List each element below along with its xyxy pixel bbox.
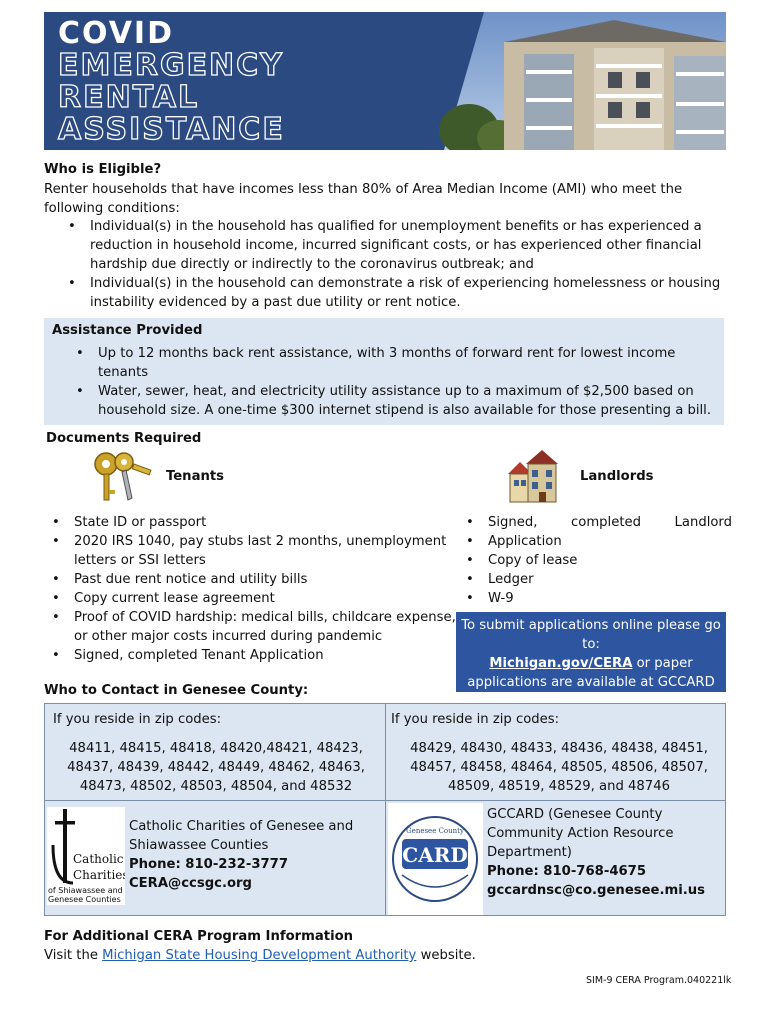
contact-heading: Who to Contact in Genesee County: bbox=[44, 683, 309, 698]
tenant-document-item: • State ID or passport bbox=[28, 513, 458, 532]
landlord-document-item: • Ledger bbox=[442, 570, 732, 589]
banner-title bbox=[58, 18, 285, 146]
landlord-document-item-continuation: Application bbox=[488, 534, 562, 549]
logo-text-genesee-county: Genesee County bbox=[406, 827, 464, 835]
left-zip-codes: 48411, 48415, 48418, 48420,48421, 48423, 48437, 48439, 48442, 48449, 48462, 48463, 48473, 48502, 48503, 48504, and 48532 bbox=[67, 741, 365, 794]
eligible-heading: Who is Eligible? bbox=[44, 162, 162, 177]
banner-title-line3: RENTAL bbox=[58, 80, 200, 115]
documents-heading: Documents Required bbox=[46, 431, 202, 446]
additional-info-heading: For Additional CERA Program Information bbox=[44, 929, 354, 944]
logo-text-shiawassee: of Shiawassee and bbox=[48, 886, 123, 895]
org-name: Catholic Charities of Genesee and Shiawassee Counties bbox=[129, 819, 354, 853]
org-email[interactable]: CERA@ccsgc.org bbox=[129, 876, 252, 891]
visit-prefix: Visit the bbox=[44, 948, 103, 963]
logo-text-genesee: Genesee Counties bbox=[48, 895, 121, 904]
tenant-document-item: • 2020 IRS 1040, pay stubs last 2 months, unemployment letters or SSI letters bbox=[28, 532, 458, 570]
assistance-item: • Water, sewer, heat, and electricity utility assistance up to a maximum of $2,500 based on household size. A one-time $300 internet stipend is also available for those presenting a bill. bbox=[52, 382, 722, 420]
right-zip-codes: 48429, 48430, 48433, 48436, 48438, 48451, 48457, 48458, 48464, 48505, 48506, 48507, 48509, 48519, 48529, and 48746 bbox=[410, 741, 708, 794]
header-banner bbox=[44, 12, 726, 150]
catholic-charities-logo bbox=[47, 807, 125, 905]
tenant-documents-list bbox=[28, 513, 458, 665]
tenant-document-item: • Past due rent notice and utility bills bbox=[28, 570, 458, 589]
landlord-document-item: • Copy of lease bbox=[442, 551, 732, 570]
banner-title-line4: ASSISTANCE bbox=[58, 112, 285, 147]
landlord-document-item: • Signed, completed Landlord bbox=[442, 513, 732, 532]
online-application-callout bbox=[456, 612, 726, 692]
org-name: GCCARD (Genesee County Community Action Resource Department) bbox=[487, 807, 674, 860]
landlords-heading: Landlords bbox=[580, 469, 654, 484]
banner-title-line1: COVID bbox=[58, 16, 174, 51]
logo-text-charities: Charities bbox=[73, 868, 125, 882]
landlord-document-item-continued bbox=[442, 532, 732, 551]
assistance-list bbox=[52, 344, 722, 420]
left-zip-heading: If you reside in zip codes: bbox=[53, 712, 222, 727]
assistance-section bbox=[44, 318, 724, 425]
tenants-heading: Tenants bbox=[166, 469, 225, 484]
table-divider bbox=[385, 704, 386, 915]
assistance-item: • Up to 12 months back rent assistance, with 3 months of forward rent for lowest income tenants bbox=[52, 344, 722, 382]
logo-text-catholic: Catholic bbox=[73, 852, 124, 866]
apartment-building-image bbox=[414, 12, 726, 150]
banner-title-line2: EMERGENCY bbox=[58, 48, 284, 83]
contact-table bbox=[44, 703, 726, 916]
catholic-charities-contact bbox=[129, 817, 379, 893]
gccard-logo bbox=[388, 803, 483, 915]
callout-link-line bbox=[456, 654, 726, 692]
table-divider bbox=[45, 800, 725, 801]
document-code: SIM-9 CERA Program.040221lk bbox=[586, 975, 732, 986]
org-phone: Phone: 810-232-3777 bbox=[129, 857, 289, 872]
eligible-item: • Individual(s) in the household has qualified for unemployment benefits or has experienced a reduction in household income, incurred significant costs, or has experienced other financial hardship due directly or indirectly to the coronavirus outbreak; and bbox=[44, 217, 724, 274]
keys-icon bbox=[90, 448, 154, 506]
visit-suffix: website. bbox=[416, 948, 476, 963]
houses-icon bbox=[506, 450, 564, 504]
callout-text: To submit applications online please go to: bbox=[461, 618, 721, 652]
assistance-heading: Assistance Provided bbox=[52, 323, 203, 338]
eligible-intro: Renter households that have incomes less than 80% of Area Median Income (AMI) who meet the following conditions: bbox=[44, 182, 683, 216]
eligible-item: • Individual(s) in the household can demonstrate a risk of experiencing homelessness or housing instability evidenced by a past due utility or rent notice. bbox=[44, 274, 724, 312]
eligible-list bbox=[44, 217, 724, 312]
landlord-document-item: • W-9 bbox=[442, 589, 732, 608]
landlord-documents-list bbox=[442, 513, 732, 608]
tenant-document-item: • Copy current lease agreement bbox=[28, 589, 458, 608]
visit-text bbox=[44, 946, 476, 965]
tenant-document-item: • Proof of COVID hardship: medical bills, childcare expense, or other major costs incurred during pandemic bbox=[28, 608, 458, 646]
tenant-document-item: • Signed, completed Tenant Application bbox=[28, 646, 458, 665]
org-email[interactable]: gccardnsc@co.genesee.mi.us bbox=[487, 883, 706, 898]
cera-link[interactable]: Michigan.gov/CERA bbox=[489, 656, 633, 671]
right-zip-heading: If you reside in zip codes: bbox=[391, 712, 560, 727]
org-phone: Phone: 810-768-4675 bbox=[487, 864, 647, 879]
msha-website-link[interactable]: Michigan State Housing Development Authority bbox=[102, 948, 417, 963]
logo-text-card: CARD bbox=[402, 843, 468, 867]
callout-text-suffix: or paper applications are available at GCCARD bbox=[467, 656, 715, 690]
gccard-contact bbox=[487, 805, 717, 900]
cross-icon bbox=[47, 807, 125, 905]
